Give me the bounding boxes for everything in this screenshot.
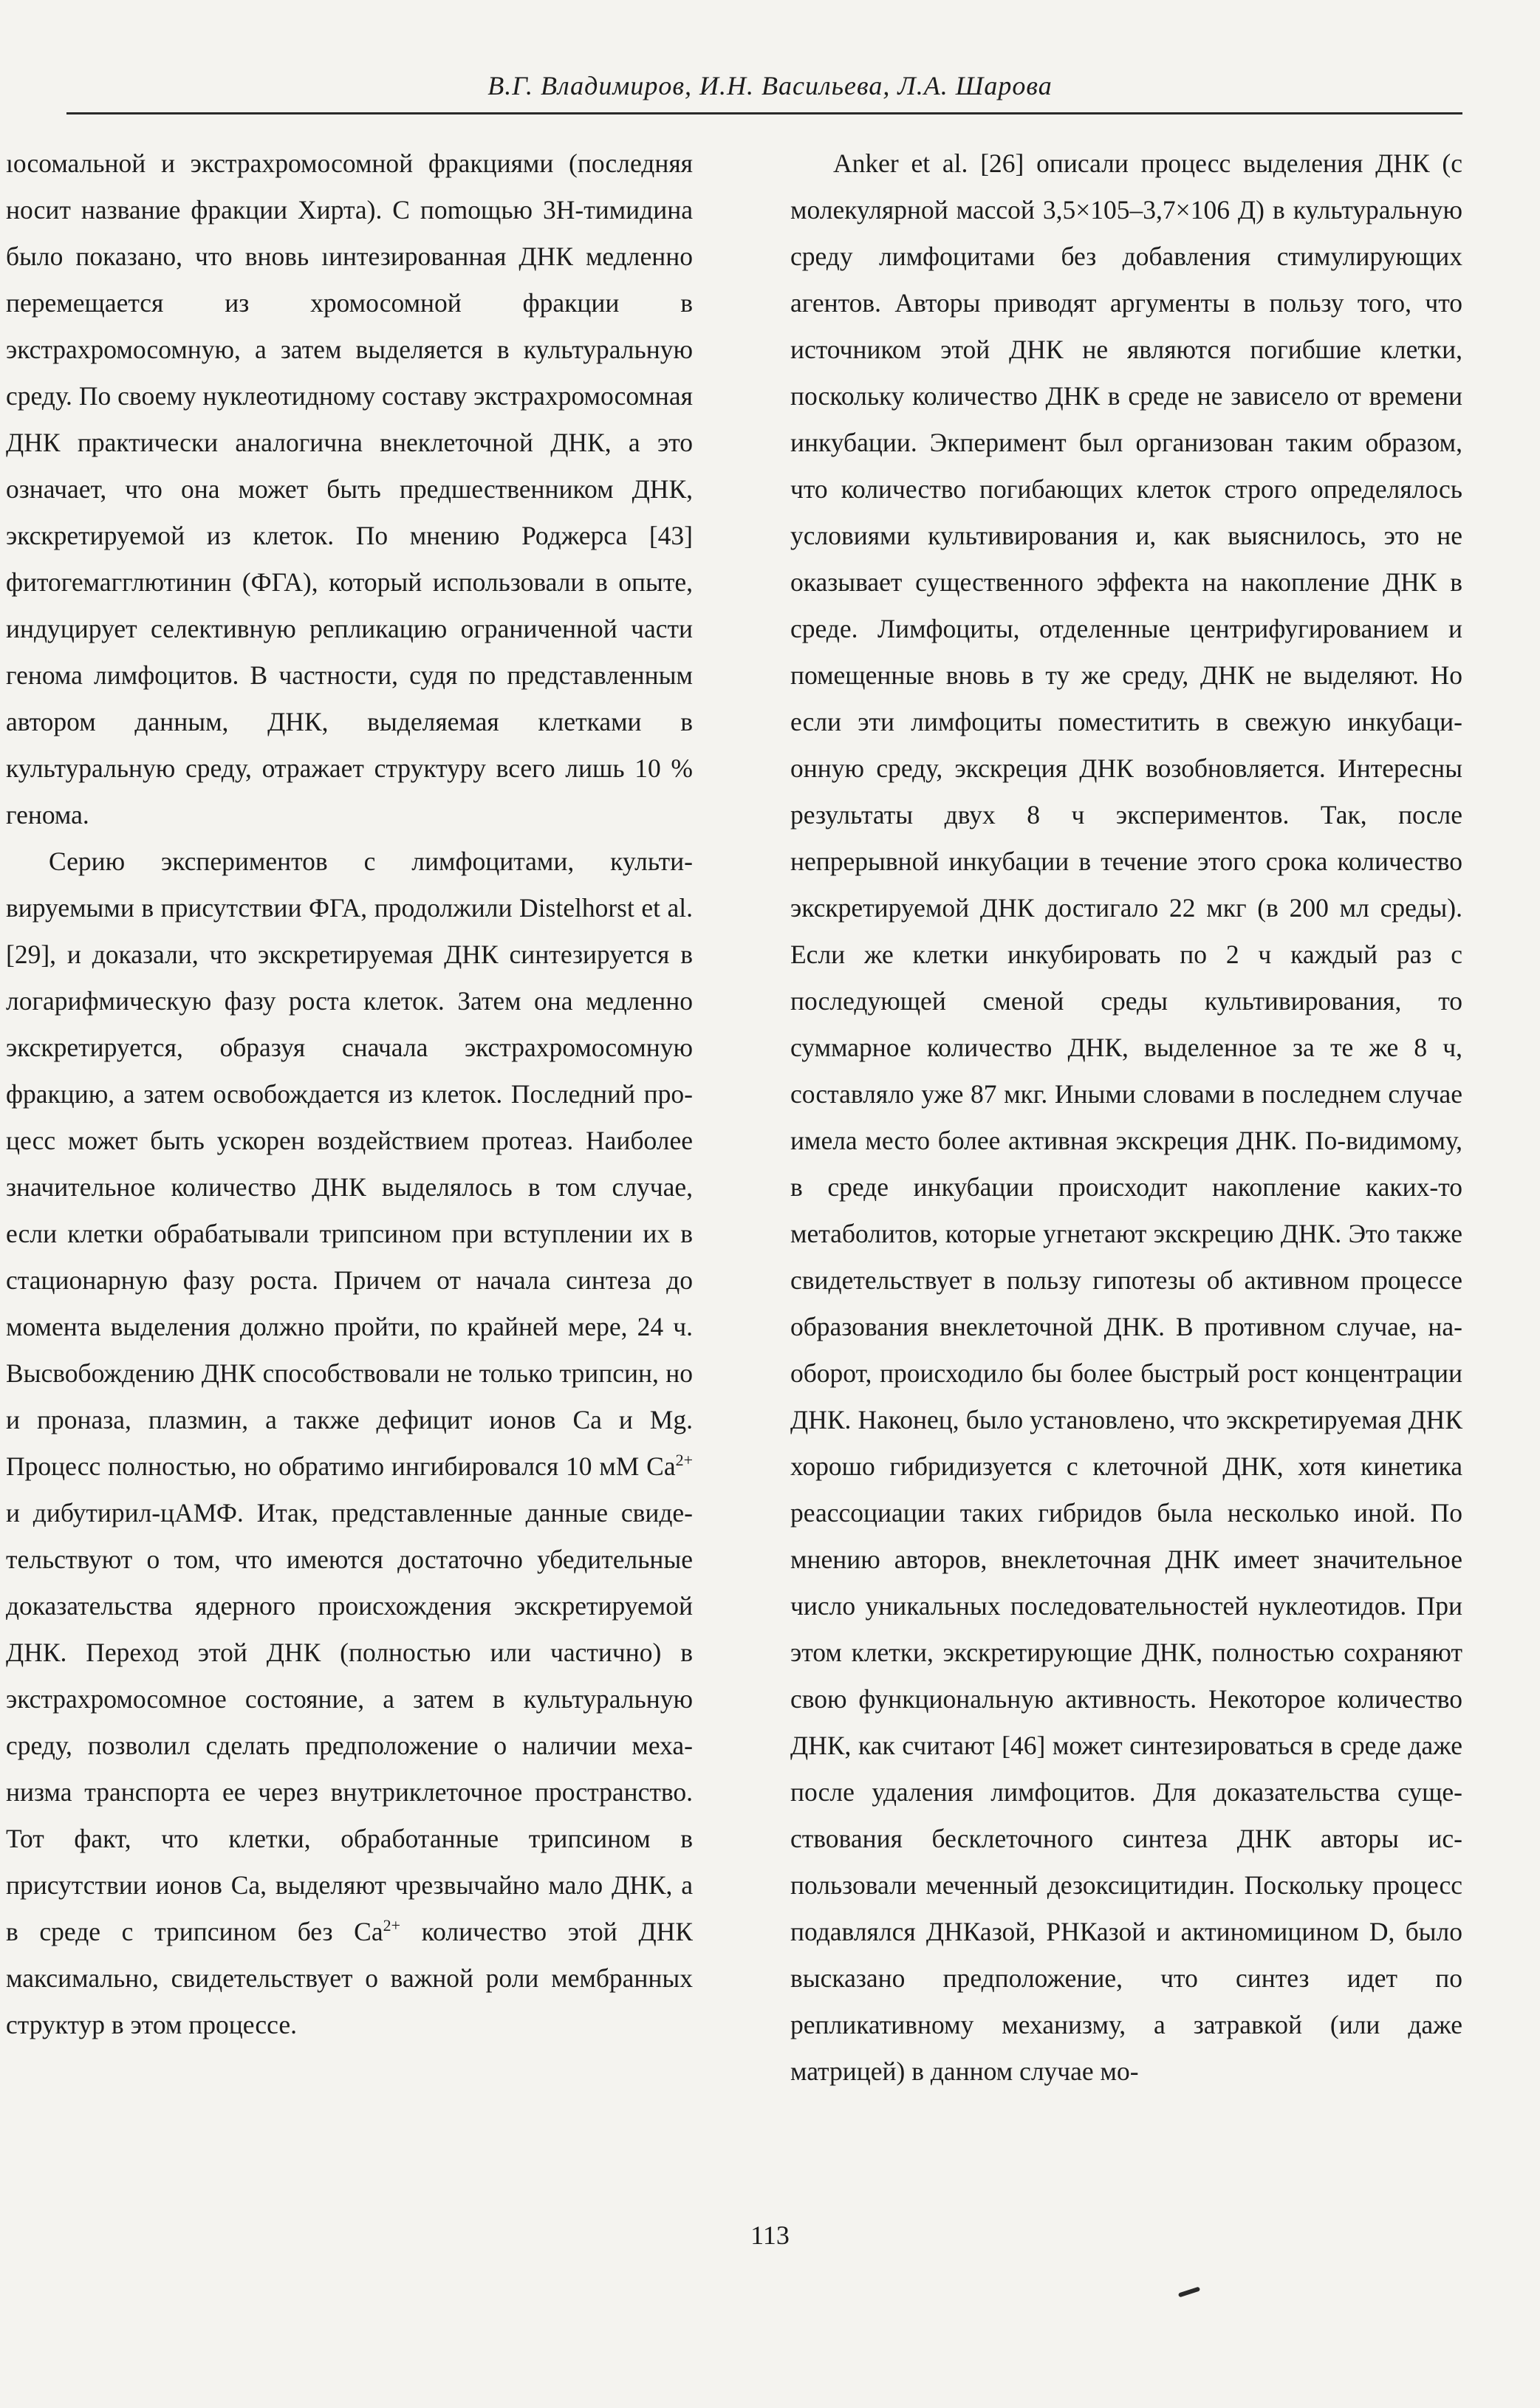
charge-superscript: 2+ — [383, 1916, 401, 1935]
left-paragraph-2: Серию экспериментов с лимфоцитами, культивируемыми в присутствии ФГА, продолжили Distelhorst et al. [29], и доказали, что экскретируемая ДНК синтезируется в логарифмическую фазу роста клеток. Затем она медленно экскретируется, образуя сначала экстрахромосомную фракцию, а затем освобождается из клеток. Последний процесс может быть ускорен воздействием протеаз. Наиболее значительное количество ДНК выделялось в том случае, если клетки обрабатывали трипсином при вступлении их в стационарную фазу роста. Причем от начала синтеза до момента выделения должно пройти, по крайней мере, 24 ч. Высвобождению ДНК способствовали не только трипсин, но и проназа, плазмин, а также дефицит ионов Са и Mg. Процесс полностью, но обратимо ингибировался 10 мМ $Са^{2+}$ и дибутирил-цАМФ. Итак, представленные данные свидетельствуют о том, что имеются достаточно убедительные доказательства ядерного происхождения экскретируемой ДНК. Переход этой ДНК (полностью или частично) в экстрахромосомное состояние, а затем в культуральную среду, позволил сделать предположение о наличии механизма транспорта ее через внутриклеточное пространство. Тот факт, что клетки, обработанные трипсином в присутствии ионов Са, выделяют чрезвычайно мало ДНК, а в среде с трипсином без $Са^{2+}$ количество этой ДНК максимально, свидетельствует о важной роли мембранных структур в этом процессе. — [6, 846, 693, 2039]
header-rule — [66, 112, 1462, 114]
right-paragraph-1: Anker et al. [26] описали процесс выделения ДНК (с молекулярной массой 3,5×105–3,7×106 Д) в культуральную среду лимфоцитами без добавления стимулирующих агентов. Авторы приводят аргументы в пользу того, что источником этой ДНК не являются погибшие клетки, поскольку количество ДНК в среде не зависело от времени инкубации. Экперимент был организован таким образом, что количество погибающих клеток строго определялось условиями культивирования и, как выяснилось, это не оказывает существенного эффекта на накопление ДНК в среде. Лимфоциты, отделенные центрифугированием и помещенные вновь в ту же среду, ДНК не выделяют. Но если эти лимфоциты поместитить в свежую инкубационную среду, экскреция ДНК возобновляется. Интересны результаты двух 8 ч экспериментов. Так, после непрерывной инкубации в течение этого срока количество экскретируемой ДНК достигало 22 мкг (в 200 мл среды). Если же клетки инкубировать по 2 ч каждый раз с последующей сменой среды культивирования, то суммарное количество ДНК, выделенное за те же 8 ч, составляло уже 87 мкг. Иными словами в последнем случае имела место более активная экскреция ДНК. По-видимому, в среде инкубации происходит накопление каких-то метаболитов, которые угнетают экскрецию ДНК. Это также свидетельствует в пользу гипотезы об активном процессе образования внеклеточной ДНК. В противном случае, наоборот, происходило бы более быстрый рост концентрации ДНК. Наконец, было установлено, что экскретируемая ДНК хорошо гибридизуется с клеточной ДНК, хотя кинетика реассоциации таких гибридов была несколько иной. По мнению авторов, внеклеточная ДНК имеет значительное число уникальных последовательностей нуклеотидов. При этом клетки, экскретирующие ДНК, полностью сохраняют свою функциональную активность. Некоторое количество ДНК, как считают [46] может синтезироваться в среде даже после удаления лимфоцитов. Для доказательства существования бесклеточного синтеза ДНК авторы использовали меченный дезоксицитидин. Поскольку процесс подавлялся ДНКазой, РНКазой и актиномицином D, было высказано предположение, что синтез идет по репликативному механизму, а затравкой (или даже матрицей) в данном случае мо- — [790, 148, 1462, 2086]
left-paragraph-1: ıосомальной и экстрахромосомной фракциями (последняя носит название фракции Хирта). С поmощью 3Н-тимидина было показано, что вновь ıинтезированная ДНК медленно перемещается из хромосомной фракции в экстрахромосомную, а затем выделяется в культуральную среду. По своему нуклеотидному составу экстрахромосомная ДНК практически аналогична внеклеточной ДНК, а это означает, что она может быть предшественником ДНК, экскретируемой из клеток. По мнению Роджерса [43] фитогемагглютинин (ФГА), который использовали в опыте, индуцирует селективную репликацию ограниченной части генома лимфоцитов. В частности, судя по представленным автором данным, ДНК, выделяемая клетками в культуральную среду, отражает структуру всего лишь 10 % генома. — [6, 148, 693, 830]
scan-artifact-mark — [1178, 2287, 1200, 2298]
right-column — [790, 140, 1462, 2095]
left-column — [6, 140, 693, 2048]
running-header: В.Г. Владимиров, И.Н. Васильева, Л.А. Шарова — [487, 71, 1053, 100]
charge-superscript: 2+ — [675, 1451, 693, 1470]
page-number: 113 — [750, 2220, 790, 2250]
